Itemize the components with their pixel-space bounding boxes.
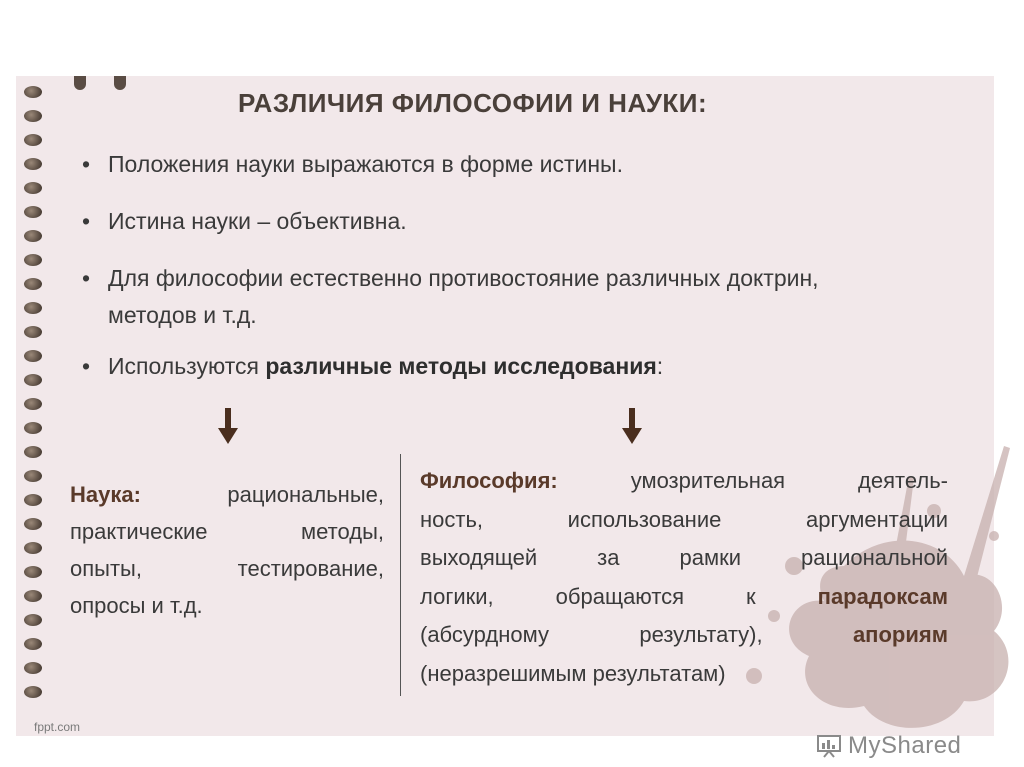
- bullet-item: • Используются различные методы исследования:: [78, 348, 978, 385]
- bullet-list: [78, 146, 978, 405]
- philosophy-block: Философия: умозрительная деятель- ность, использование аргументации выходящей за рамки рациональной логики, обращаются к парадоксам (абсурдному результату), апориям (неразрешимым результатам): [420, 468, 948, 686]
- slide-title: РАЗЛИЧИЯ ФИЛОСОФИИ И НАУКИ:: [238, 88, 708, 118]
- binding-mark-icon: [114, 76, 126, 90]
- footer-credit: fppt.com: [34, 720, 81, 734]
- bullet-item: • Истина науки – объективна.: [78, 203, 978, 240]
- down-arrow-icon: [622, 408, 642, 444]
- myshared-watermark: MyShared: [816, 732, 961, 760]
- presentation-board-icon: [816, 733, 842, 759]
- bullet-item: • Для философии естественно противостояние различных доктрин, методов и т.д.: [78, 260, 978, 334]
- down-arrow-icon: [218, 408, 238, 444]
- slide: [16, 76, 994, 759]
- binding-mark-icon: [74, 76, 86, 90]
- bullet-item: • Положения науки выражаются в форме истины.: [78, 146, 978, 183]
- column-divider: [400, 454, 401, 696]
- spiral-binding: [16, 76, 56, 736]
- science-block: Наука: рациональные, практические методы, опыты, тестирование, опросы и т.д.: [70, 482, 384, 618]
